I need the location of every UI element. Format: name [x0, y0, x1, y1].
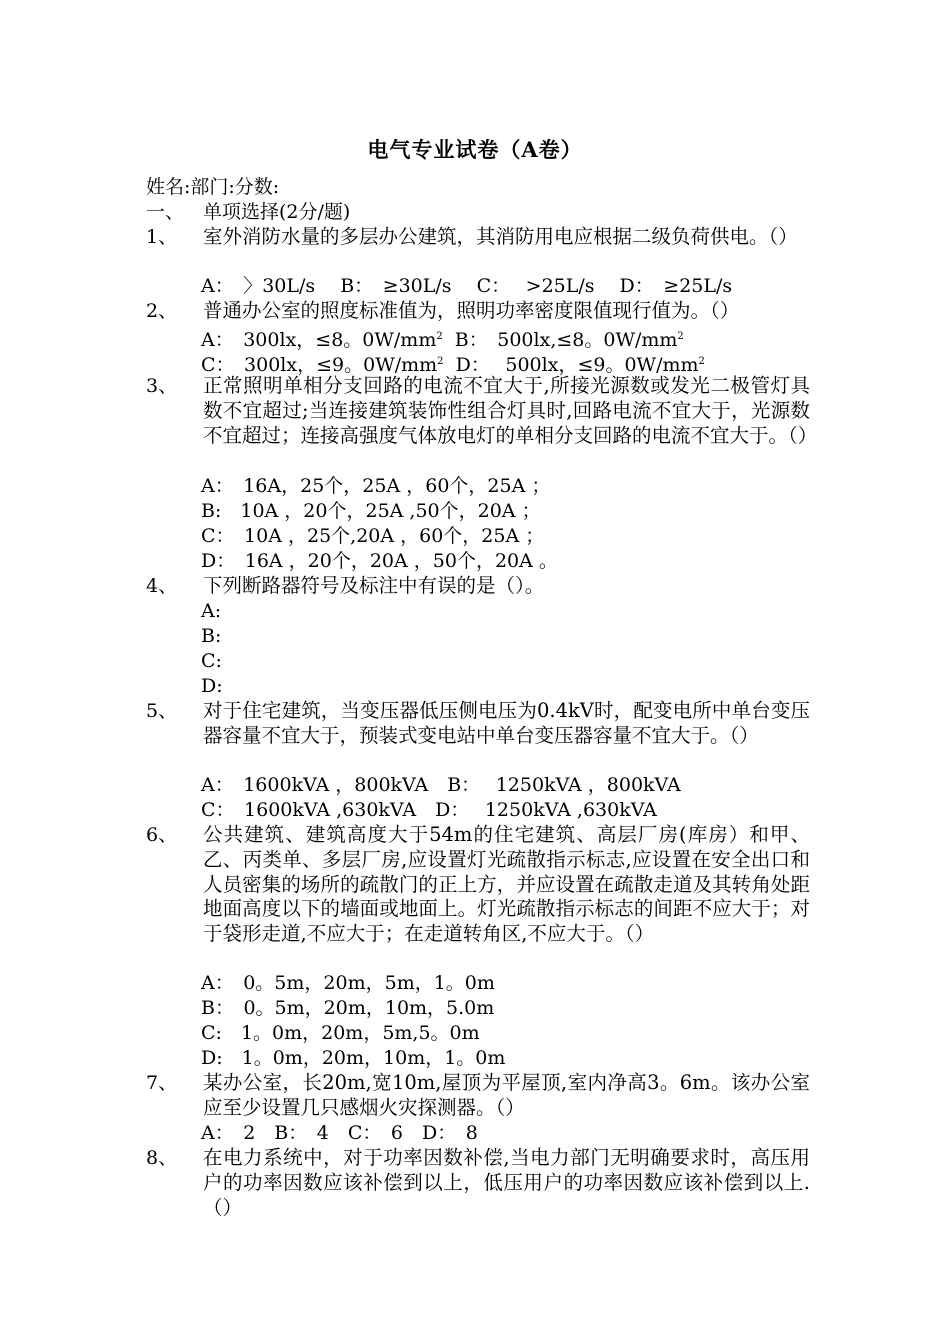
superscript: 2	[677, 331, 684, 342]
question-1-stem: 室外消防水量的多层办公建筑，其消防用电应根据二级负荷供电。（）	[203, 225, 798, 248]
section-title: 单项选择(2分/题)	[203, 201, 351, 223]
option-d: D： 500lx，≤9。0W/mm	[443, 354, 699, 376]
question-3-number: 3、	[146, 375, 178, 397]
info-line: 姓名:部门:分数:	[146, 176, 280, 198]
question-3-option-a: A： 16A，25个，25A ，60个，25A ；	[201, 475, 551, 497]
question-3-option-d: D： 16A ，20个，20A ，50个，20A 。	[201, 550, 558, 572]
question-4-stem: 下列断路器符号及标注中有误的是（）。	[203, 574, 545, 597]
question-4-option-a: A:	[201, 600, 222, 622]
superscript: 2	[698, 356, 705, 367]
question-6-option-a: A： 0。5m，20m，5m，1。0m	[201, 972, 495, 994]
question-3-stem: 正常照明单相分支回路的电流不宜大于,所接光源数或发光二极管灯具数不宜超过;当连接建筑装饰性组合灯具时,回路电流不宜大于，光源数不宜超过；连接高强度气体放电灯的单相分支回路的电流不宜大于。（）	[203, 374, 818, 447]
question-6-stem: 公共建筑、建筑高度大于54m的住宅建筑、高层厂房(库房）和甲、乙、丙类单、多层厂房,应设置灯光疏散指示标志,应设置在安全出口和人员密集的场所的疏散门的正上方，并应设置在疏散走道及其转角处距地面高度以下的墙面或地面上。灯光疏散指示标志的间距不应大于；对于袋形走道,不应大于；在走道转角区,不应大于。（）	[203, 823, 810, 946]
question-8-stem: 在电力系统中，对于功率因数补偿,当电力部门无明确要求时，高压用户的功率因数应该补偿到以上，低压用户的功率因数应该补偿到以上.（）	[203, 1146, 810, 1219]
option-c: C： 300lx，≤9。0W/mm	[201, 354, 438, 376]
question-7-stem: 某办公室，长20m,宽10m,屋顶为平屋顶,室内净高3。6m。该办公室应至少设置几只感烟火灾探测器。（）	[203, 1071, 810, 1119]
question-3-option-b: B: 10A ，20个，25A ,50个，20A ；	[201, 500, 541, 522]
option-a: A： 300lx，≤8。0W/mm	[201, 329, 437, 351]
question-6-option-b: B： 0。5m，20m，10m，5.0m	[201, 997, 495, 1019]
question-1-options: A： 〉30L/s B： ≥30L/s C： >25L/s D： ≥25L/s	[201, 275, 733, 297]
question-5-options-ab: A： 1600kVA ，800kVA B： 1250kVA ，800kVA	[201, 774, 681, 796]
question-6-number: 6、	[146, 824, 178, 846]
question-2-stem: 普通办公室的照度标准值为，照明功率密度限值现行值为。（）	[203, 299, 740, 322]
exam-title: 电气专业试卷（A卷）	[367, 137, 583, 162]
superscript: 2	[436, 331, 443, 342]
question-7-number: 7、	[146, 1072, 178, 1094]
question-6-option-c: C: 1。0m，20m，5m,5。0m	[201, 1022, 480, 1044]
question-5-options-cd: C： 1600kVA ,630kVA D： 1250kVA ,630kVA	[201, 799, 657, 821]
question-1-number: 1、	[146, 226, 178, 248]
question-4-number: 4、	[146, 575, 178, 597]
question-5-number: 5、	[146, 700, 178, 722]
superscript: 2	[437, 356, 444, 367]
question-4-option-b: B:	[201, 625, 222, 647]
question-8-number: 8、	[146, 1147, 178, 1169]
question-2-number: 2、	[146, 300, 178, 322]
question-7-options: A： 2 B： 4 C： 6 D： 8	[201, 1122, 478, 1144]
question-6-option-d: D: 1。0m，20m，10m，1。0m	[201, 1047, 506, 1069]
question-3-option-c: C： 10A ，25个,20A ，60个，25A ；	[201, 525, 545, 547]
section-number: 一、	[146, 201, 185, 223]
question-5-stem: 对于住宅建筑，当变压器低压侧电压为0.4kV时，配变电所中单台变压器容量不宜大于，预装式变电站中单台变压器容量不宜大于。（）	[203, 699, 810, 747]
question-4-option-d: D:	[201, 675, 223, 697]
option-b: B： 500lx,≤8。0W/mm	[442, 329, 678, 351]
question-4-option-c: C:	[201, 650, 222, 672]
